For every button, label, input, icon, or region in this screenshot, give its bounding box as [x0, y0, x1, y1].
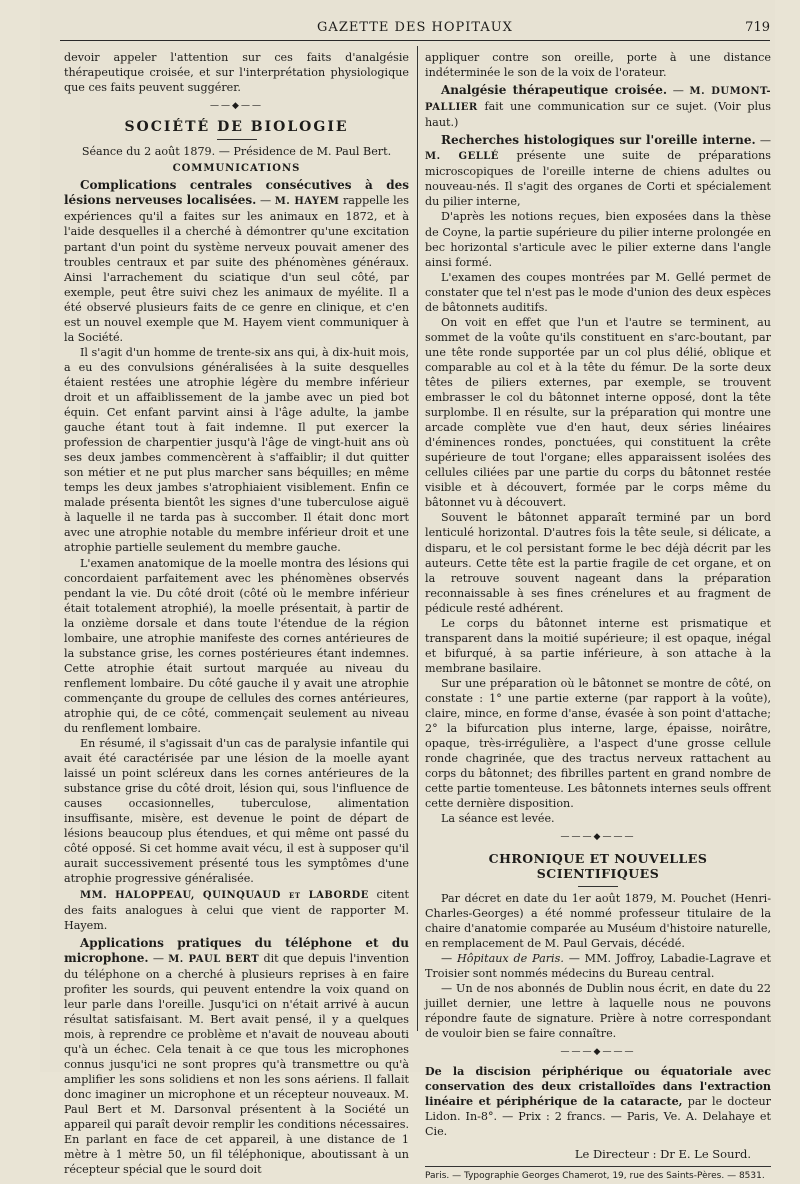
short-rule [217, 139, 257, 140]
running-header [60, 18, 770, 41]
paragraph: D'après les notions reçues, bien exposées dans la thèse de Coyne, la partie supérieure du pilier interne prolongée en bec horizontal s'articule avec le pilier externe dans l'angle ainsi formé. [425, 210, 771, 269]
chronicle-lead: — Hôpitaux de Paris. [441, 951, 564, 965]
book-title: De la discision périphérique ou équatoriale avec conservation des deux cristalloïdes dans l'extraction linéaire et périphérique de la cataracte, [425, 1065, 771, 1109]
closing-line: La séance est levée. [441, 812, 555, 826]
chronicle-item: — Un de nos abonnés de Dublin nous écrit, en date du 22 juillet dernier, une lettre à laquelle nous ne pouvons répondre faute de signature. Prière à notre correspondant de vouloir bien se faire connaître. [425, 981, 771, 1040]
paragraph: Le corps du bâtonnet interne est prismatique et transparent dans la moitié supérieure; il est opaque, inégal et bifurqué, à sa partie inférieure, à son attache à la membrane basilaire. [425, 616, 771, 675]
heading-oreille: Recherches histologiques sur l'oreille interne. [441, 133, 756, 148]
intro-paragraph: devoir appeler l'attention sur ces faits d'analgésie thérapeutique croisée, et sur l'interprétation physiologique que ces faits peuvent suggérer. [64, 51, 409, 95]
authors-haloppeau: MM. HALOPPEAU, QUINQUAUD et LABORDE [80, 889, 369, 901]
text-gelle: présente une suite de préparations microscopiques de l'oreille interne de chiens adultes ou nouveau-nés. Il s'agit des organes de Corti et spécialement du pilier interne, [425, 149, 771, 209]
paragraph-haloppeau [64, 887, 409, 933]
ornament-divider: ——◆—— [210, 101, 263, 112]
text-dumont: fait une communication sur ce sujet. (Voir plus haut.) [425, 100, 772, 130]
page-number: 719 [745, 20, 770, 35]
left-column [64, 50, 409, 1177]
author-bert: M. PAUL BERT [168, 953, 260, 965]
paragraph: Souvent le bâtonnet apparaît terminé par un bord lenticulé horizontal. D'autres fois la tête seule, si délicate, a disparu, et le col persistant forme le bec déjà décrit par les auteurs. Cette tête est la partie fragile de cet organe, et on la retrouve souvent nageant dans la préparation reconnaissable à ses fines crénelures et au fragment de pédicule resté adhérent. [425, 511, 771, 615]
book-details: par le docteur Lidon. In-8°. — Prix : 2 francs. — Paris, Ve. A. Delahaye et Cie. [425, 1095, 771, 1139]
author-dumont: M. DUMONT-PALLIER [425, 86, 771, 114]
communication-bert: Applications pratiques du téléphone et du microphone. — M. PAUL BERT dit que depuis l'invention du téléphone on a cherché à plusieurs reprises à en faire profiter les sourds, qui peuvent entendre la voix quand on leur parle dans l'oreille. Jusqu'ici on n'était arrivé à aucun résultat satisfaisant. M. Bert avait pensé, il y a quelques mois, à reprendre ce problème et n'avait de nouveau abouti qu'à un échec. Cela tenait à ce que tous les microphones connus jusqu'ici ne sont propres qu'à transmettre ou qu'à amplifier les sons solidiens et non les sons aériens. Il fallait donc imaginer un microphone et un récepteur nouveaux. M. Paul Bert et M. Darsonval présentent à la Société un appareil qui paraît devoir remplir les conditions nécessaires. En parlant en face de cet appareil, à une distance de 1 mètre à 1 mètre 50, un fil téléphonique, aboutissant à un récepteur spécial que le sourd doit [64, 935, 409, 1177]
author-hayem: M. HAYEM [274, 196, 340, 208]
session-line: Séance du 2 août 1879. — Présidence de M. Paul Bert. [81, 145, 392, 159]
printer-line: Paris. — Typographie Georges Chamerot, 19, rue des Saints-Pères. — 8531. [425, 1166, 771, 1184]
communication-hayem: Complications centrales consécutives à des lésions nerveuses localisées. — M. HAYEM rappelle les expériences qu'il a faites sur les animaux en 1872, et à l'aide desquelles il a cherché à démontrer qu'une excitation partant d'un point du système nerveux pouvait amener des troubles centraux et par suite des phénomènes généraux. Ainsi l'arrachement du sciatique d'un seul côté, par exemple, peut être suivi chez les animaux de myélite. Il a été observé plusieurs faits de ce genre en clinique, et c'en est un nouvel exemple que M. Hayem vient communiquer à la Société. [64, 178, 409, 344]
text-hayem: rappelle les expériences qu'il a faites sur les animaux en 1872, et à l'aide desquelles il a cherché à démontrer qu'une excitation partant d'un point du système nerveux pouvait amener des troubles centraux et par suite des phénomènes généraux. Ainsi l'arrachement du sciatique d'un seul côté, par exemple, peut être suivi chez les animaux de myélite. Il a été observé plusieurs faits de ce genre en clinique, et c'en est un nouvel exemple que M. Hayem vient communiquer à la Société. [64, 194, 409, 344]
text-bert: dit que depuis l'invention du téléphone on a cherché à plusieurs reprises à en faire profiter les sourds, qui peuvent entendre la voix quand on leur parle dans l'oreille. Jusqu'ici on n'était arrivé à aucun résultat satisfaisant. M. Bert avait pensé, il y a quelques mois, à reprendre ce problème et n'avait de nouveau abouti qu'à un échec. Cela tenait à ce que tous les microphones connus jusqu'ici ne sont propres qu'à transmettre ou qu'à amplifier les sons solidiens et non les sons aériens. Il fallait donc imaginer un microphone et un récepteur nouveaux. M. Paul Bert et M. Darsonval présentent à la Société un appareil qui paraît devoir remplir les conditions nécessaires. En parlant en face de cet appareil, à une distance de 1 mètre à 1 mètre 50, un fil téléphonique, aboutissant à un récepteur spécial que le sourd doit [64, 951, 409, 1177]
communication-dumont: Analgésie thérapeutique croisée. — M. DUMONT-PALLIER fait une communication sur ce sujet. (Voir plus haut.) [425, 83, 772, 130]
chronicle-item [425, 951, 771, 981]
heading-analgesie: Analgésie thérapeutique croisée. [441, 83, 668, 98]
director-signature: Le Directeur : Dr E. Le Sourd. [574, 1147, 751, 1162]
paragraph: Il s'agit d'un homme de trente-six ans qui, à dix-huit mois, a eu des convulsions généralisées à la suite desquelles étaient restées une atrophie légère du membre inférieur droit et un affaiblissement de la jambe avec un pied bot équin. Cet enfant parvint ainsi à l'âge adulte, la jambe gauche étant tout à fait indemne. Il put exercer la profession de charpentier jusqu'à l'âge de vingt-huit ans où ses deux jambes commencèrent à s'affaiblir; il dut quitter son métier et ne put plus marcher sans béquilles; en même temps les deux jambes s'atrophiaient visiblement. Enfin ce malade présenta bientôt les signes d'une tuberculose aiguë à laquelle il ne tarda pas à succomber. Il était donc mort avec une atrophie notable du membre inférieur droit et une atrophie partielle seulement du membre gauche. [64, 345, 409, 555]
paragraph: L'examen des coupes montrées par M. Gellé permet de constater que tel n'est pas le mode d'union des deux espèces de bâtonnets auditifs. [425, 270, 771, 314]
chronicle-item: Par décret en date du 1er août 1879, M. Pouchet (Henri-Charles-Georges) a été nommé professeur titulaire de la chaire d'anatomie comparée au Muséum d'histoire naturelle, en remplacement de M. Paul Gervais, décédé. [425, 891, 771, 950]
page [40, 0, 775, 1182]
communication-gelle: Recherches histologiques sur l'oreille interne. — M. GELLÉ présente une suite de préparations microscopiques de l'oreille interne de chiens adultes ou nouveau-nés. Il s'agit des organes de Corti et spécialement du pilier interne, [425, 133, 771, 209]
author-gelle: M. GELLÉ [425, 151, 499, 163]
journal-title: GAZETTE DES HOPITAUX [317, 20, 513, 35]
ornament-divider: ———◆——— [560, 1047, 636, 1057]
paragraph: En résumé, il s'agissait d'un cas de paralysie infantile qui avait été caractérisée par une lésion de la moelle ayant laissé un point scléreux dans les cornes antérieures de la substance grise du côté droit, lésion qui, sous l'influence de causes occasionnelles, tuberculose, alimentation insuffisante, misère, est devenue le point de départ de lésions beaucoup plus étendues, et qui même ont passé du côté opposé. Si cet homme avait vécu, il est à supposer qu'il aurait successivement présenté tous les symptômes d'une atrophie progressive généralisée. [64, 737, 409, 886]
ornament-divider: ———◆——— [560, 832, 636, 843]
heading-telephone: Applications pratiques du téléphone et du microphone. [64, 935, 409, 965]
paragraph: On voit en effet que l'un et l'autre se terminent, au sommet de la voûte qu'ils constituent en s'arc-boutant, par une tête ronde supportée par un col plus délié, oblique et comparable au col et à la tête du fémur. De la sorte deux têtes de piliers externes, par exemple, se trouvent embrasser le col du bâtonnet interne opposé, dont la tête surplombe. Il en résulte, sur la préparation qui montre une arcade complète vue d'en haut, deux séries linéaires d'éminences rondes, ponctuées, qui constituent la crête supérieure de tout l'organe; elles apparaissent isolées des cellules ciliées par une partie du corps du bâtonnet restée visible et à découvert, formée par le corps même du bâtonnet vu à découvert. [425, 315, 771, 510]
paragraph: L'examen anatomique de la moelle montra des lésions qui concordaient parfaitement avec les phénomènes observés pendant la vie. Du côté droit (côté où le membre inférieur était totalement atrophié), la moelle présentait, à partir de la onzième dorsale et dans toute l'étendue de la région lombaire, une atrophie manifeste des cornes antérieures de la substance grise, les cornes postérieures étant indemnes. Cette atrophie était surtout marquée au niveau du renflement lombaire. Du côté gauche il y avait une atrophie commençante du groupe de cellules des cornes antérieures, atrophie qui, de ce côté, commençait seulement au niveau du renflement lombaire. [64, 556, 409, 736]
book-notice [425, 1064, 771, 1139]
chronicle-text: — MM. Joffroy, Labadie-Lagrave et Troisier sont nommés médecins du Bureau central. [425, 951, 771, 980]
communications-heading: COMMUNICATIONS [172, 163, 301, 175]
section-title: SOCIÉTÉ DE BIOLOGIE [124, 119, 349, 136]
text-haloppeau: citent des faits analogues à celui que vient de rapporter M. Hayem. [64, 887, 409, 932]
column-divider [417, 46, 418, 1031]
paragraph: Sur une préparation où le bâtonnet se montre de côté, on constate : 1° une partie externe (par rapport à la voûte), claire, mince, en forme d'anse, évasée à son point d'attache; 2° la bifurcation plus interne, large, épaisse, noirâtre, opaque, très-irrégulière, a l'aspect d'une grosse cellule ronde chagrinée, que des tractus nerveux rattachent au corps du bâtonnet; des fibrilles partent en grand nombre de cette partie tomenteuse. Les bâtonnets internes seuls offrent cette dernière disposition. [425, 676, 771, 811]
continued-paragraph: appliquer contre son oreille, porte à une distance indéterminée le son de la voix de l'orateur. [425, 51, 771, 80]
heading-complications: Complications centrales consécutives à des lésions nerveuses localisées. [64, 178, 409, 208]
short-rule [578, 886, 618, 887]
chronicle-title: CHRONIQUE ET NOUVELLES SCIENTIFIQUES [488, 851, 708, 882]
right-column [425, 50, 771, 1184]
